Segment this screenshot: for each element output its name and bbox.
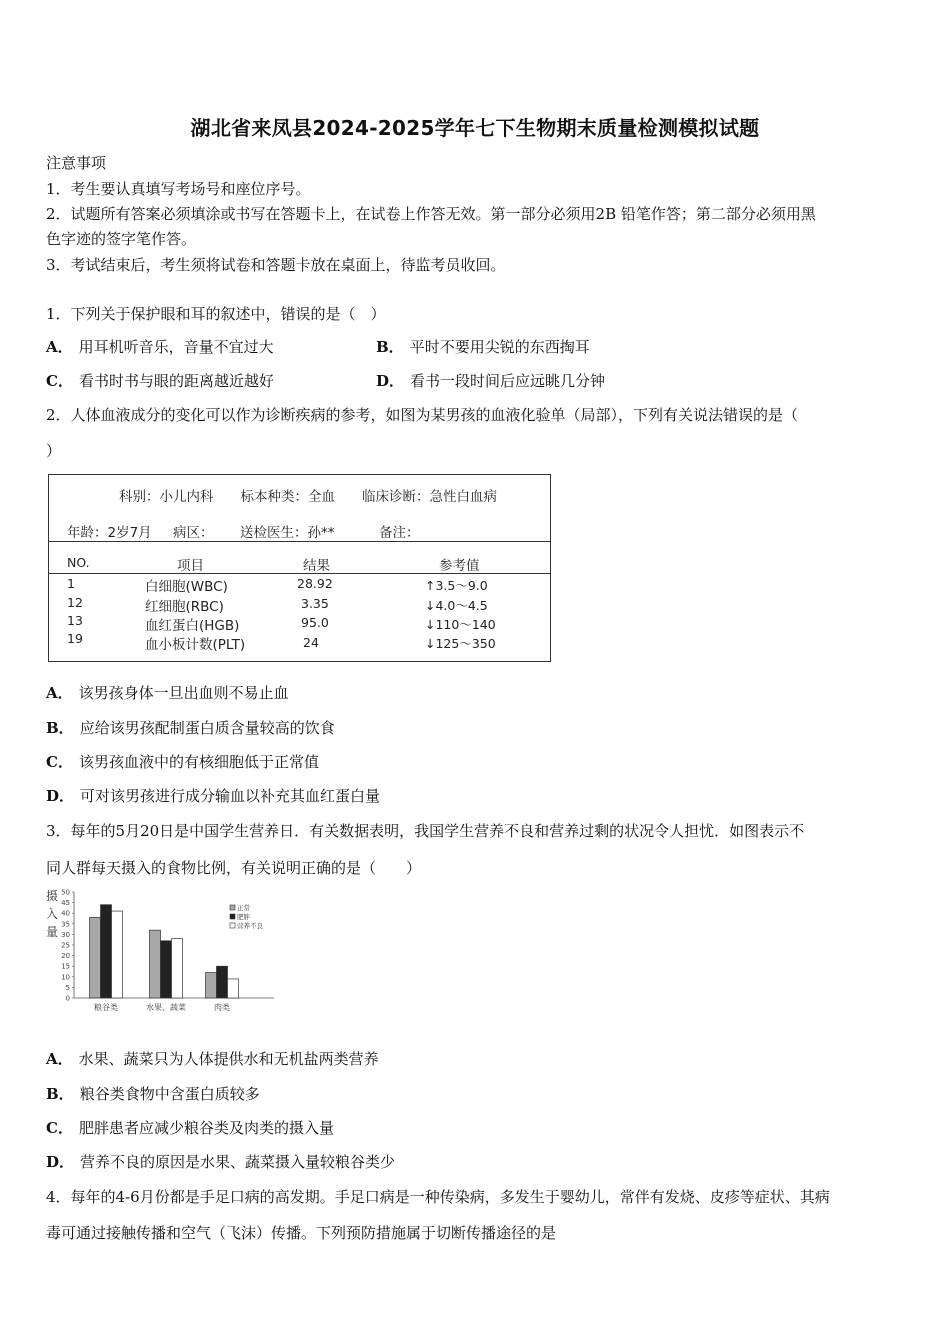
row-item: 白细胞(WBC)	[145, 579, 228, 595]
y-axis-label: 入	[46, 907, 59, 921]
y-tick-label: 40	[61, 909, 70, 918]
q3-option-c[interactable]	[46, 1117, 334, 1138]
y-tick-label: 45	[61, 899, 70, 908]
option-letter: C．	[46, 372, 73, 390]
row-ref: ↑3.5～9.0	[425, 578, 488, 593]
q1-option-c[interactable]	[46, 370, 274, 391]
option-text: 可对该男孩进行成分输血以补充其血红蛋白量	[80, 787, 381, 805]
row-result: 24	[303, 635, 319, 650]
option-text: 看书一段时间后应远眺几分钟	[410, 372, 606, 390]
row-no: 12	[67, 595, 83, 610]
q1-option-a[interactable]	[46, 336, 274, 357]
option-letter: B．	[46, 719, 74, 737]
y-tick-label: 35	[61, 920, 70, 929]
y-tick-label: 15	[61, 962, 70, 971]
legend-swatch	[230, 905, 235, 910]
notice-heading: 注意事项	[46, 154, 107, 172]
bar-正常	[90, 917, 101, 998]
report-ward: 病区：	[173, 525, 214, 541]
row-no: 1	[67, 576, 75, 591]
question-4-stem-cont: 毒可通过接触传播和空气（飞沫）传播。下列预防措施属于切断传播途径的是	[46, 1224, 557, 1242]
y-tick-label: 30	[61, 930, 70, 939]
option-letter: A．	[46, 684, 73, 702]
report-doctor: 送检医生：孙**	[240, 525, 335, 541]
y-axis-label: 摄	[46, 889, 59, 903]
option-text: 用耳机听音乐，音量不宜过大	[78, 338, 274, 356]
report-age: 年龄：2岁7月	[67, 525, 152, 541]
report-remark: 备注：	[379, 525, 420, 541]
col-header-ref: 参考值	[439, 558, 480, 574]
row-item: 红细胞(RBC)	[145, 599, 224, 615]
option-text: 水果、蔬菜只为人体提供水和无机盐两类营养	[78, 1050, 379, 1068]
col-header-item: 项目	[177, 558, 204, 574]
notice-item: 1．考生要认真填写考场号和座位序号。	[46, 180, 311, 198]
legend-label: 肥胖	[237, 913, 250, 921]
y-tick-label: 10	[61, 973, 70, 982]
q1-option-b[interactable]	[376, 336, 590, 357]
option-text: 应给该男孩配制蛋白质含量较高的饮食	[79, 719, 335, 737]
row-no: 13	[67, 613, 83, 628]
q3-option-b[interactable]	[46, 1083, 260, 1104]
x-tick-label: 水果、蔬菜	[146, 1003, 186, 1012]
q3-option-d[interactable]	[46, 1151, 395, 1172]
bar-正常	[150, 930, 161, 998]
q3-option-a[interactable]	[46, 1048, 379, 1069]
option-letter: B．	[376, 338, 404, 356]
q2-option-c[interactable]	[46, 751, 319, 772]
q2-option-b[interactable]	[46, 717, 335, 738]
legend-swatch	[230, 914, 235, 919]
q2-option-a[interactable]	[46, 682, 289, 703]
option-letter: D．	[46, 1153, 75, 1171]
notice-item: 3．考试结束后，考生须将试卷和答题卡放在桌面上，待监考员收回。	[46, 256, 506, 274]
legend-label: 正常	[237, 904, 250, 912]
option-text: 粮谷类食物中含蛋白质较多	[79, 1085, 260, 1103]
row-result: 28.92	[297, 576, 333, 591]
question-3-stem: 3．每年的5月20日是中国学生营养日．有关数据表明，我国学生营养不良和营养过剩的状况令人担忧．如图表示不	[46, 822, 805, 840]
y-tick-label: 0	[65, 994, 70, 1003]
row-result: 3.35	[301, 596, 329, 611]
bar-肥胖	[217, 966, 228, 998]
question-2-stem-cont: ）	[46, 442, 62, 460]
option-letter: C．	[46, 1119, 73, 1137]
y-tick-label: 5	[65, 983, 70, 992]
option-letter: D．	[376, 372, 405, 390]
y-tick-label: 50	[61, 888, 70, 897]
bar-营养不良	[228, 979, 239, 998]
bar-肥胖	[101, 905, 112, 998]
row-ref: ↓125～350	[425, 636, 496, 651]
divider	[49, 541, 550, 542]
divider	[49, 573, 550, 574]
option-letter: D．	[46, 787, 75, 805]
notice-item: 2．试题所有答案必须填涂或书写在答题卡上，在试卷上作答无效。第一部分必须用2B 铅笔作答；第二部分必须用黑	[46, 205, 816, 223]
option-text: 该男孩身体一旦出血则不易止血	[78, 684, 289, 702]
bar-营养不良	[172, 939, 183, 998]
row-ref: ↓4.0～4.5	[425, 598, 488, 613]
bar-正常	[206, 973, 217, 998]
option-text: 看书时书与眼的距离越近越好	[78, 372, 274, 390]
option-letter: B．	[46, 1085, 74, 1103]
question-3-stem-cont: 同人群每天摄入的食物比例，有关说明正确的是（ ）	[46, 859, 422, 877]
row-result: 95.0	[301, 615, 329, 630]
question-2-stem: 2．人体血液成分的变化可以作为诊断疾病的参考，如图为某男孩的血液化验单（局部），下列有关说法错误的是（	[46, 406, 799, 424]
x-tick-label: 肉类	[214, 1003, 230, 1012]
report-header: 科别：小儿内科 标本种类：全血 临床诊断：急性白血病	[119, 489, 497, 505]
row-no: 19	[67, 631, 83, 646]
y-tick-label: 25	[61, 941, 70, 950]
option-letter: A．	[46, 1050, 73, 1068]
bar-营养不良	[112, 911, 123, 998]
q1-option-d[interactable]	[376, 370, 605, 391]
notice-item: 色字迹的签字笔作答。	[46, 230, 197, 248]
option-letter: C．	[46, 753, 73, 771]
col-header-result: 结果	[303, 558, 330, 574]
option-text: 营养不良的原因是水果、蔬菜摄入量较粮谷类少	[80, 1153, 396, 1171]
question-4-stem: 4．每年的4-6月份都是手足口病的高发期。手足口病是一种传染病，多发生于婴幼儿，常伴有发烧、皮疹等症状、其病	[46, 1188, 830, 1206]
row-ref: ↓110～140	[425, 617, 496, 632]
row-item: 血红蛋白(HGB)	[145, 618, 240, 634]
option-text: 肥胖患者应减少粮谷类及肉类的摄入量	[78, 1119, 334, 1137]
question-1-stem: 1．下列关于保护眼和耳的叙述中，错误的是（ ）	[46, 305, 386, 323]
intake-bar-chart	[44, 884, 284, 1016]
legend-swatch	[230, 923, 235, 928]
col-header-no: NO.	[67, 555, 90, 570]
option-text: 平时不要用尖锐的东西掏耳	[409, 338, 590, 356]
option-letter: A．	[46, 338, 73, 356]
y-tick-label: 20	[61, 952, 70, 961]
y-axis-label: 量	[46, 925, 59, 939]
legend-label: 营养不良	[237, 922, 263, 930]
page-title: 湖北省来凤县2024-2025学年七下生物期末质量检测模拟试题	[190, 116, 760, 140]
x-tick-label: 粮谷类	[94, 1003, 118, 1012]
blood-test-report	[48, 474, 551, 662]
bar-肥胖	[161, 941, 172, 998]
option-text: 该男孩血液中的有核细胞低于正常值	[78, 753, 319, 771]
q2-option-d[interactable]	[46, 785, 380, 806]
row-item: 血小板计数(PLT)	[145, 637, 246, 653]
